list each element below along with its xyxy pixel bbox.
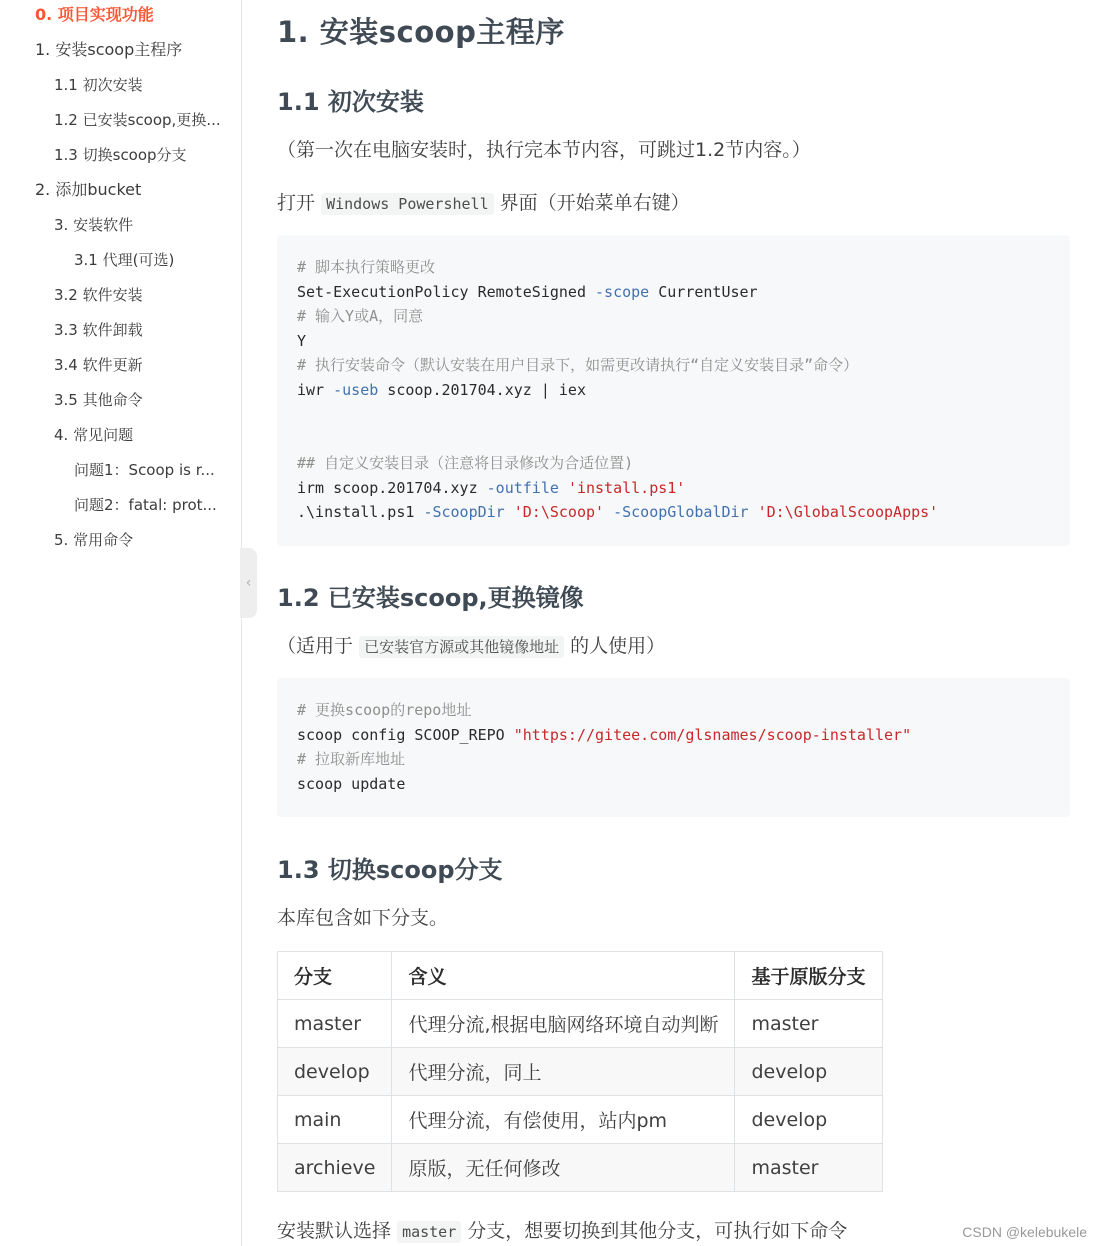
toc-item-first-install[interactable]: 1.1 初次安装 — [54, 76, 143, 94]
note-prefix: （适用于 — [277, 635, 354, 657]
heading-switch-branch: 1.3 切换scoop分支 — [277, 856, 503, 884]
toc-item-change-mirror[interactable]: 1.2 已安装scoop,更换... — [54, 111, 221, 129]
code-comment: # 执行安装命令（默认安装在用户目录下，如需更改请执行“自定义安装目录”命令） — [297, 356, 859, 374]
toc-item-common-commands[interactable]: 5. 常用命令 — [54, 531, 134, 549]
toc-item-other-commands[interactable]: 3.5 其他命令 — [54, 391, 143, 409]
table-cell: archieve — [278, 1144, 392, 1192]
table-cell: develop — [735, 1096, 882, 1144]
inline-code-mirror: 已安装官方源或其他镜像地址 — [359, 636, 564, 658]
open-powershell-text — [277, 188, 690, 215]
note-suffix: 的人使用） — [570, 635, 666, 657]
table-cell: master — [735, 1144, 882, 1192]
table-header-row — [278, 952, 883, 1000]
footer-prefix: 安装默认选择 — [277, 1220, 392, 1242]
table-header-branch: 分支 — [278, 952, 392, 1000]
table-row — [278, 1144, 883, 1192]
code-line: Set-ExecutionPolicy RemoteSigned -scope CurrentUser — [297, 282, 758, 301]
code-line: scoop config SCOOP_REPO "https://gitee.com/glsnames/scoop-installer" — [297, 725, 912, 744]
inline-code-powershell: Windows Powershell — [321, 193, 494, 215]
toc-item-software-uninstall[interactable]: 3.3 软件卸载 — [54, 321, 143, 339]
toc-item-issue-1[interactable]: 问题1：Scoop is r... — [74, 461, 215, 479]
code-block-mirror[interactable] — [277, 678, 1070, 817]
table-of-contents — [0, 0, 242, 1246]
heading-change-mirror: 1.2 已安装scoop,更换镜像 — [277, 584, 584, 612]
toc-item-project-features[interactable]: 0. 项目实现功能 — [35, 5, 154, 24]
table-cell: 代理分流，有偿使用，站内pm — [392, 1096, 735, 1144]
csdn-watermark: CSDN @kelebukele — [962, 1224, 1087, 1240]
table-cell: 代理分流,根据电脑网络环境自动判断 — [392, 1000, 735, 1048]
code-block-install[interactable] — [277, 235, 1070, 546]
code-blank-line — [297, 402, 1050, 427]
table-cell: master — [735, 1000, 882, 1048]
code-line: .\install.ps1 -ScoopDir 'D:\Scoop' -ScoopGlobalDir 'D:\GlobalScoopApps' — [297, 503, 939, 521]
table-cell: 代理分流，同上 — [392, 1048, 735, 1096]
section-title-install-scoop: 1. 安装scoop主程序 — [277, 15, 565, 49]
first-install-note: （第一次在电脑安装时，执行完本节内容，可跳过1.2节内容。） — [277, 139, 811, 161]
chevron-left-icon: ‹ — [245, 575, 252, 591]
toc-item-install-software[interactable]: 3. 安装软件 — [54, 216, 134, 234]
inline-code-master: master — [397, 1221, 461, 1243]
toc-item-issue-2[interactable]: 问题2：fatal: prot... — [74, 496, 217, 514]
code-line: Y — [297, 331, 307, 350]
heading-first-install: 1.1 初次安装 — [277, 88, 424, 116]
branch-intro: 本库包含如下分支。 — [277, 907, 449, 929]
branch-switch-text — [277, 1216, 847, 1243]
code-comment: # 脚本执行策略更改 — [297, 258, 436, 276]
open-prefix: 打开 — [277, 192, 316, 214]
code-comment: ## 自定义安装目录（注意将目录修改为合适位置) — [297, 454, 634, 472]
code-line: iwr -useb scoop.201704.xyz | iex — [297, 380, 586, 399]
toc-item-faq[interactable]: 4. 常见问题 — [54, 426, 134, 444]
table-row — [278, 1096, 883, 1144]
open-suffix: 界面（开始菜单右键） — [499, 192, 690, 214]
toc-item-switch-branch[interactable]: 1.3 切换scoop分支 — [54, 146, 187, 164]
code-line: scoop update — [297, 774, 406, 793]
code-line: irm scoop.201704.xyz -outfile 'install.ps1' — [297, 478, 686, 497]
branch-table — [277, 951, 883, 1192]
code-comment: # 拉取新库地址 — [297, 750, 406, 768]
table-cell: develop — [735, 1048, 882, 1096]
table-header-base-branch: 基于原版分支 — [735, 952, 882, 1000]
toc-item-proxy-optional[interactable]: 3.1 代理(可选) — [74, 251, 175, 269]
table-cell: master — [278, 1000, 392, 1048]
toc-item-install-scoop[interactable]: 1. 安装scoop主程序 — [35, 40, 183, 59]
table-cell: develop — [278, 1048, 392, 1096]
code-comment: # 更换scoop的repo地址 — [297, 701, 472, 719]
table-row — [278, 1048, 883, 1096]
code-blank-line — [297, 427, 1050, 452]
change-mirror-note — [277, 631, 665, 658]
toc-collapse-toggle[interactable] — [240, 548, 257, 618]
toc-item-add-bucket[interactable]: 2. 添加bucket — [35, 180, 142, 199]
footer-suffix: 分支，想要切换到其他分支，可执行如下命令 — [467, 1220, 848, 1242]
toc-item-software-update[interactable]: 3.4 软件更新 — [54, 356, 143, 374]
table-row — [278, 1000, 883, 1048]
table-cell: 原版，无任何修改 — [392, 1144, 735, 1192]
toc-item-software-install[interactable]: 3.2 软件安装 — [54, 286, 143, 304]
code-comment: # 输入Y或A，同意 — [297, 307, 424, 325]
table-cell: main — [278, 1096, 392, 1144]
table-header-meaning: 含义 — [392, 952, 735, 1000]
